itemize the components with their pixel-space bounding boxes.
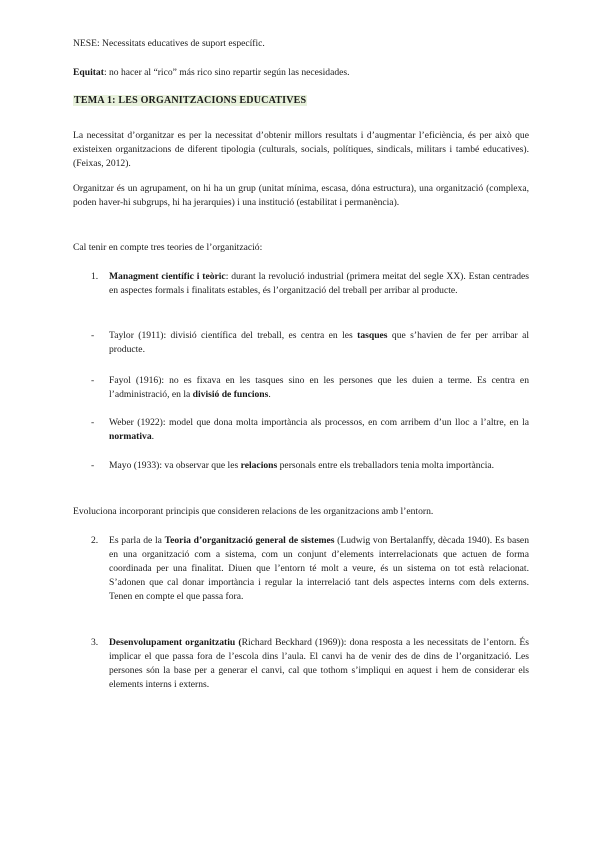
paragraph-organitzar-definicio: Organitzar és un agrupament, on hi ha un grup (unitat mínima, escasa, dóna estructura), una organització (complexa, poden haver-hi subgrups, hi ha jerarquies) i una institució (estabilitat i permanència). bbox=[73, 183, 529, 208]
paragraph-organitzar-necessitat: La necessitat d’organitzar es per la necessitat d’obtenir millors resultats i d’augmentar l’eficiència, és per això que existeixen organitzacions de diferent tipologia (culturals, socials, polítiques, sindicals, militars i també educatives). (Feixas, 2012). bbox=[73, 130, 529, 169]
list-item-term: relacions bbox=[240, 460, 278, 471]
nese-definition: NESE: Necessitats educatives de suport específic. bbox=[73, 38, 265, 49]
list-item-body bbox=[109, 374, 529, 402]
list-item-text: . bbox=[151, 431, 155, 442]
list-marker: 1. bbox=[91, 271, 99, 282]
section-title bbox=[73, 94, 307, 108]
dash-marker: - bbox=[91, 330, 95, 341]
list-item-term: Managment científic i teòric bbox=[109, 271, 226, 282]
list-item-text: Taylor (1911): divisió científica del treball, es centra en les bbox=[109, 330, 358, 341]
paragraph-teories-intro: Cal tenir en compte tres teories de l’organització: bbox=[73, 242, 263, 253]
equitat-definition bbox=[73, 66, 529, 80]
list-item-term: Teoria d’organització general de sistemes bbox=[164, 535, 335, 546]
paragraph-evoluciona: Evoluciona incorporant principis que consideren relacions de les organitzacions amb l’entorn. bbox=[73, 506, 434, 517]
list-marker: 3. bbox=[91, 637, 99, 648]
list-item-text: Mayo (1933): va observar que les bbox=[109, 460, 241, 471]
list-item-term: normativa bbox=[109, 431, 152, 442]
list-marker: 2. bbox=[91, 535, 99, 546]
list-item-text: Richard Beckhard (1969)): dona resposta a les necessitats de l’entorn. És implicar el que passa fora de l’escola dins l’aula. El canvi ha de venir des de dins de l’organització. Les persones són la base per a generar el canvi, cal que tothom s’impliqui en aquest i hem de considerar els elements interns i externs. bbox=[109, 637, 529, 690]
list-item-body bbox=[109, 270, 529, 298]
list-item-body bbox=[109, 534, 529, 604]
list-item-text: Weber (1922): model que dona molta importància als processos, en com arribem d’un lloc a l’altre, en la bbox=[109, 417, 529, 428]
list-item-body bbox=[109, 636, 529, 692]
equitat-text: : no hacer al “rico” más rico sino repartir según las necesidades. bbox=[103, 67, 350, 78]
list-item-term: tasques bbox=[357, 330, 388, 341]
list-item-text: Es parla de la bbox=[109, 535, 165, 546]
list-item-text: (Ludwig von Bertalanffy, dècada 1940). Es basen en una organització com a sistema, com un conjunt d’elements interrelacionats que actuen de forma coordinada per una finalitat. Diuen que l’entorn té molt a veure, és un sistema on tot està relacionat. S’adonen que cal donar importància i regular la interrelació tant dels aspectes interns com dels externs. Tenen en compte el que passa fora. bbox=[109, 535, 529, 602]
list-item-text: . bbox=[268, 389, 271, 400]
list-item-text: : durant la revolució industrial (primera meitat del segle XX). Estan centrades en aspectes formals i finalitats estables, és l’organització del treball per arribar al producte. bbox=[109, 271, 529, 296]
list-item-body bbox=[109, 459, 529, 473]
dash-marker: - bbox=[91, 460, 95, 471]
list-item-body bbox=[109, 416, 529, 444]
dash-marker: - bbox=[91, 417, 95, 428]
list-item-body bbox=[109, 329, 529, 357]
list-item-term: Desenvolupament organitzatiu ( bbox=[109, 637, 242, 648]
dash-marker: - bbox=[91, 375, 95, 386]
list-item-term: divisió de funcions bbox=[192, 389, 269, 400]
equitat-term: Equitat bbox=[73, 67, 104, 78]
list-item-text: personals entre els treballadors tenia molta importància. bbox=[277, 460, 495, 471]
section-title-text: TEMA 1: LES ORGANITZACIONS EDUCATIVES bbox=[74, 95, 307, 106]
list-item-text: Fayol (1916): no es fixava en les tasques sino en les persones que les duien a terme. Es centra en l’administració, en la bbox=[109, 375, 529, 400]
list-item-text: que s’havien de fer per arribar al producte. bbox=[109, 330, 529, 355]
